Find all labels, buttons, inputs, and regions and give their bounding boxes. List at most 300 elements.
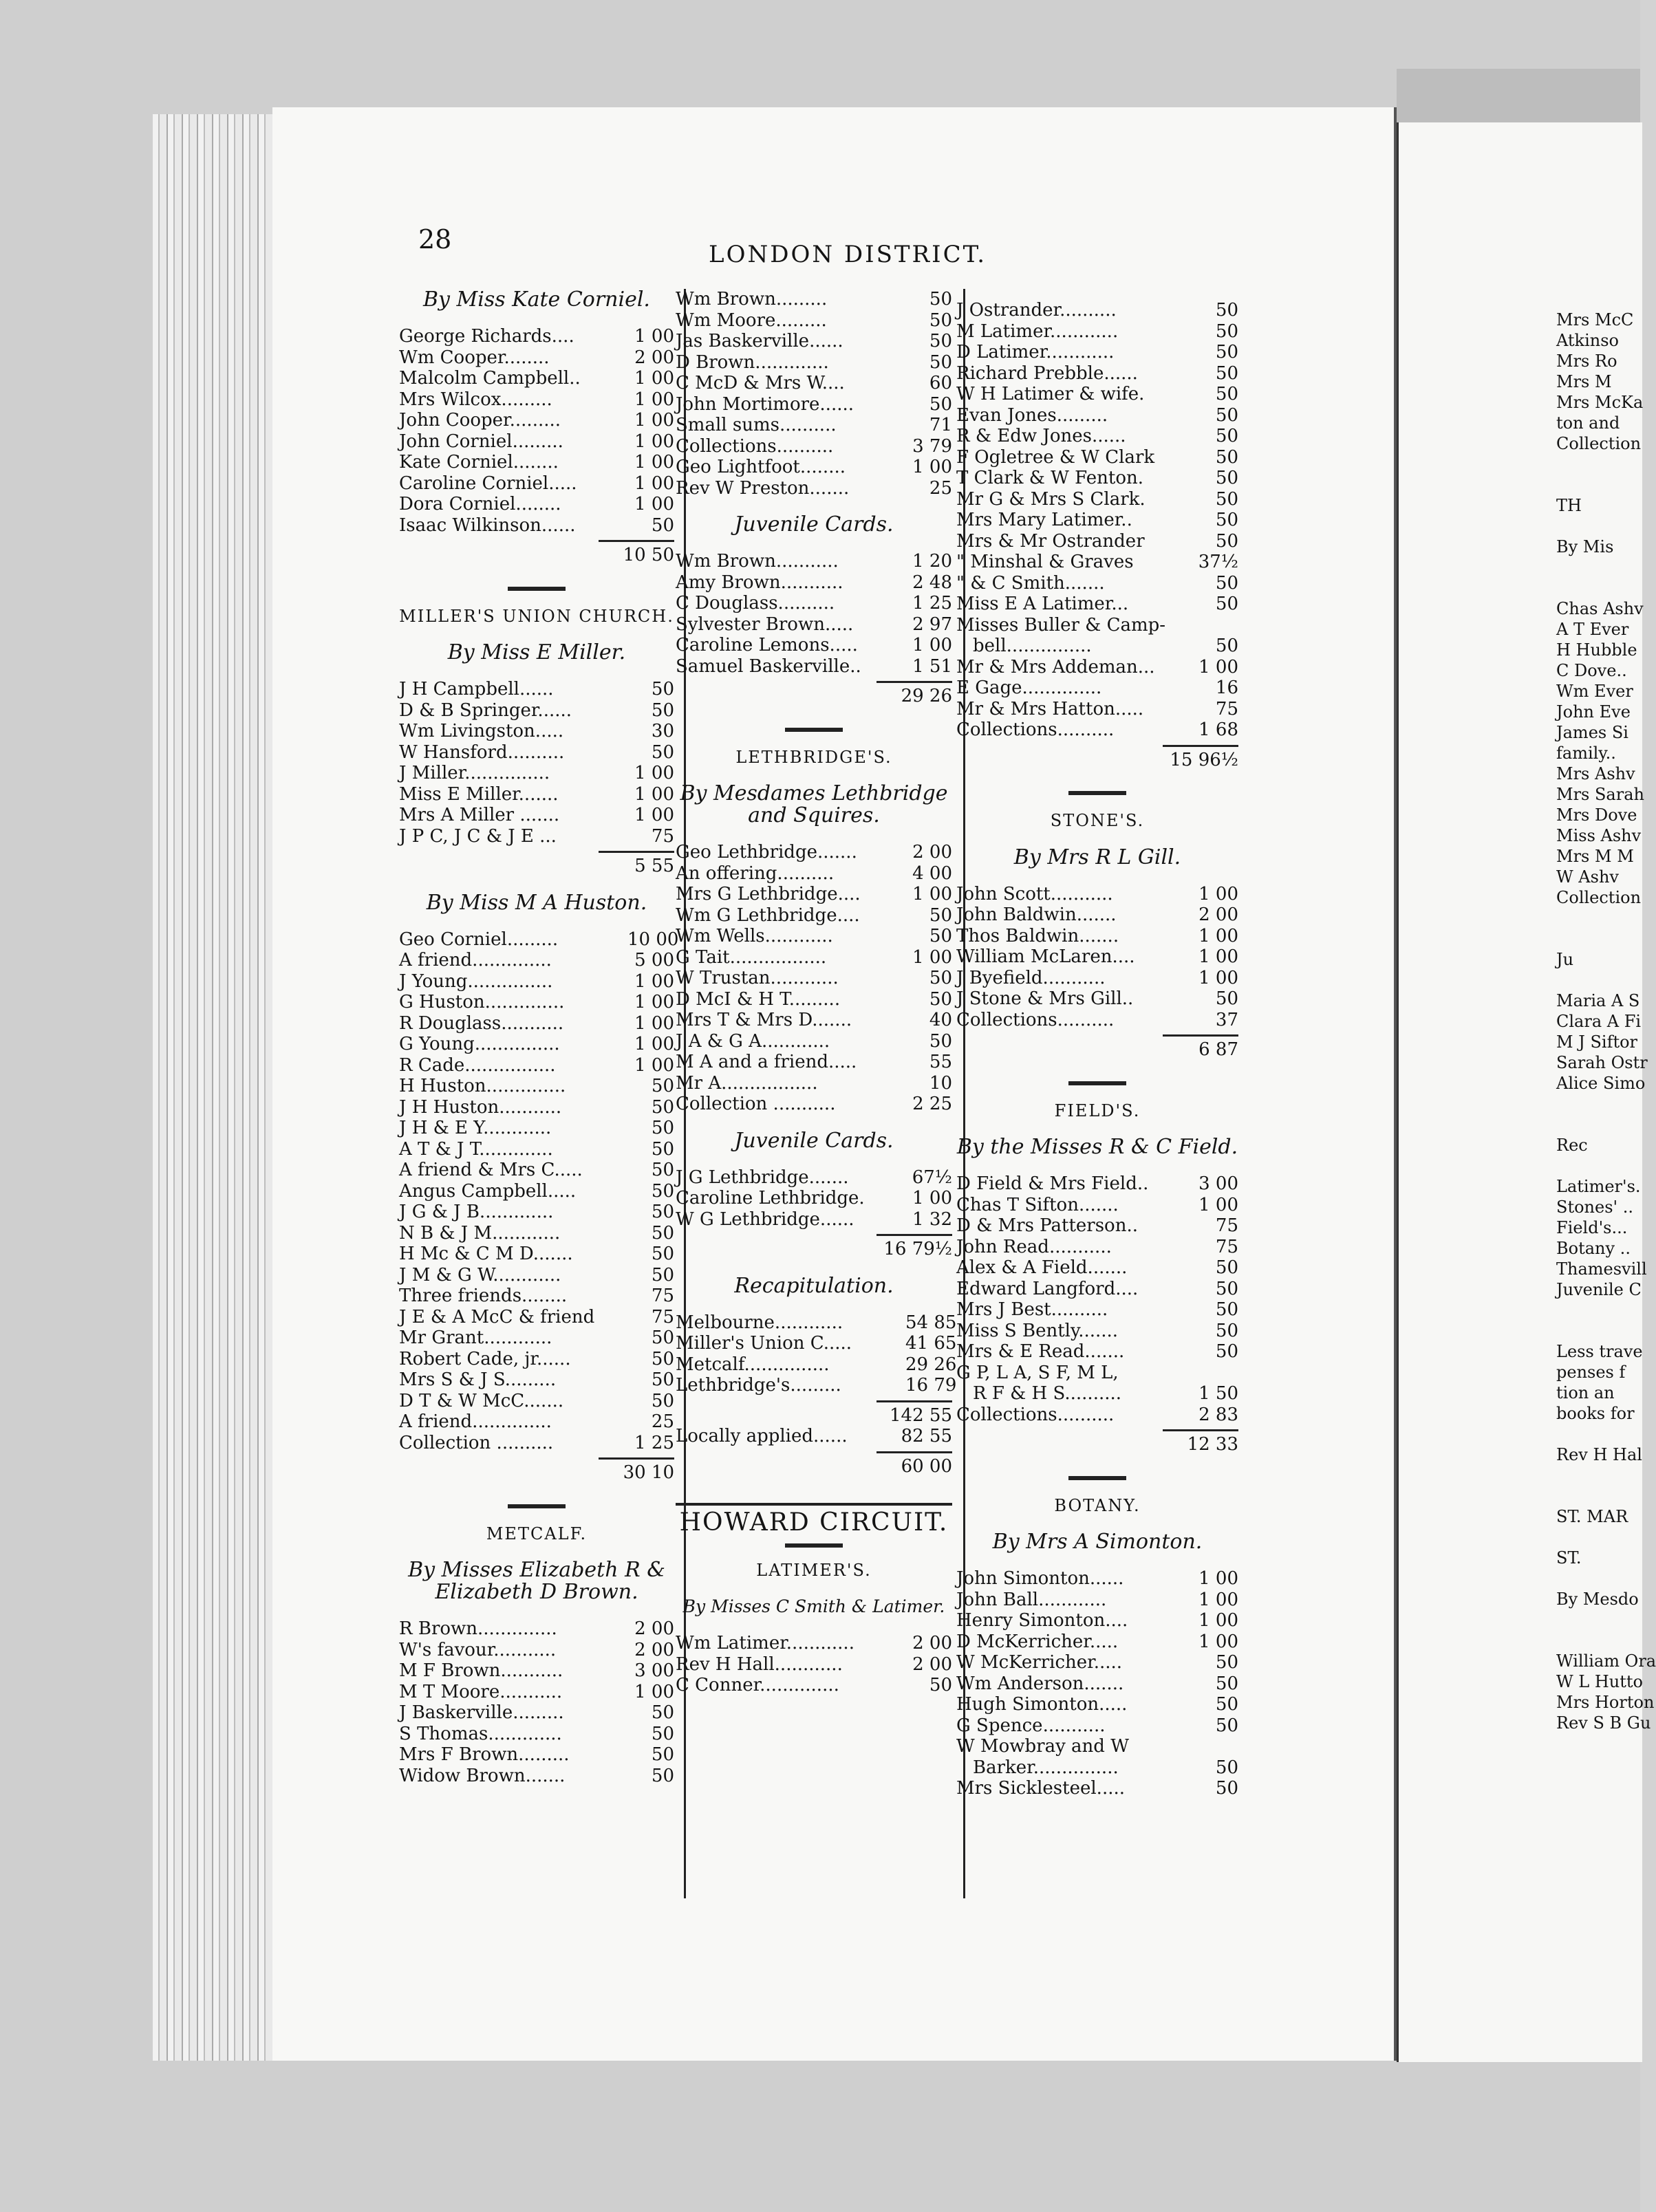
ledger-row (956, 321, 1238, 343)
facing-line: William Ora (1556, 1651, 1656, 1671)
facing-line: Stones' .. (1556, 1197, 1633, 1217)
ledger-row (676, 1073, 952, 1094)
recap-total: 60 00 (676, 1447, 952, 1477)
amount: 10 (929, 1072, 952, 1094)
running-head: LONDON DISTRICT. (709, 241, 987, 268)
ledger-row (399, 971, 674, 993)
recap-sum: 142 55 (676, 1396, 952, 1427)
contributor-name: S Thomas............. (399, 1723, 562, 1744)
contributor-name: Mr G & Mrs S Clark. (956, 488, 1146, 510)
ledger-row (676, 1333, 957, 1354)
ledger-row (399, 721, 674, 742)
section-dash (1068, 791, 1126, 795)
amount: 75 (1215, 698, 1238, 719)
amount: 67½ (912, 1167, 952, 1188)
contributor-name: A friend & Mrs C..... (399, 1160, 583, 1180)
facing-line (1556, 1424, 1632, 1444)
amount: 1 00 (634, 452, 674, 473)
ledger-row (399, 410, 674, 431)
amount: 2 97 (912, 614, 952, 635)
ledger-row (956, 1590, 1238, 1611)
ledger-row (676, 478, 952, 499)
ledger-row (956, 1673, 1238, 1695)
contributor-name: Caroline Corniel..... (399, 473, 577, 494)
contributor-name: H Huston.............. (399, 1076, 566, 1096)
contributor-name: Miss E Miller....... (399, 783, 559, 805)
ledger-row (956, 1257, 1238, 1279)
amount: 50 (651, 1160, 674, 1180)
contributor-name: D Latimer............ (956, 342, 1115, 362)
amount: 29 26 (905, 1354, 957, 1375)
ledger-row (676, 1375, 957, 1396)
ledger-row (956, 405, 1238, 426)
amount: 41 65 (905, 1333, 957, 1354)
church-heading: MILLER'S UNION CHURCH. (399, 606, 674, 626)
collector-heading: By the Misses R & C Field. (956, 1135, 1238, 1159)
ledger-row (956, 573, 1238, 594)
amount: 1 00 (634, 1034, 674, 1054)
column-1 (399, 288, 679, 1786)
contributor-name: Malcolm Campbell.. (399, 368, 581, 389)
amount: 1 00 (912, 1188, 952, 1208)
facing-line: Mrs McC (1556, 310, 1634, 329)
amount: 1 51 (912, 655, 952, 677)
contributor-name: G Young............... (399, 1034, 560, 1054)
ledger-row (676, 968, 952, 989)
ledger-row (956, 1631, 1238, 1653)
amount: 1 25 (634, 1432, 674, 1453)
amount: 1 00 (634, 494, 674, 514)
contributor-name: W Hansford.......... (399, 741, 565, 763)
amount: 60 (929, 373, 952, 393)
ledger-row (676, 352, 952, 373)
amount: 50 (651, 1744, 674, 1765)
ledger-row (399, 763, 674, 784)
amount: 50 (929, 988, 952, 1010)
ledger-row (676, 614, 952, 636)
ledger-row (956, 1173, 1238, 1195)
ledger-row (399, 389, 674, 411)
ledger-row (399, 1307, 674, 1328)
amount: 50 (651, 679, 674, 700)
facing-line: James Si (1556, 723, 1628, 742)
contributor-name: J H Huston........... (399, 1096, 562, 1118)
facing-line: Maria A S (1556, 991, 1640, 1010)
amount: 50 (1215, 594, 1238, 614)
amount: 50 (651, 1222, 674, 1244)
section-dash (508, 587, 566, 591)
contributor-name: Wm Livingston..... (399, 721, 564, 741)
ledger-row (399, 1724, 674, 1745)
facing-line: Rec (1556, 1136, 1588, 1155)
facing-line: tion an (1556, 1383, 1615, 1402)
ledger-row (956, 677, 1238, 699)
facing-line (1556, 578, 1632, 598)
facing-line: By Mesdo (1556, 1590, 1639, 1609)
facing-line (1556, 1568, 1632, 1589)
ledger-row (399, 679, 674, 700)
amount: 1 00 (634, 805, 674, 825)
facing-line: C Dove.. (1556, 661, 1627, 680)
church-heading: FIELD'S. (1054, 1100, 1141, 1120)
contributor-name: Caroline Lemons..... (676, 635, 858, 655)
ledger-row (956, 447, 1238, 468)
amount: 37 (1215, 1009, 1238, 1030)
amount: 2 00 (912, 1653, 952, 1675)
ledger-row (676, 1188, 952, 1209)
amount: 50 (1215, 1257, 1238, 1278)
contributor-name: Mrs A Miller ....... (399, 805, 560, 825)
subscription-list (676, 1633, 952, 1696)
collector-heading: By Miss M A Huston. (426, 890, 647, 915)
contributor-name: Mr Grant............ (399, 1327, 552, 1348)
ledger-row (399, 1702, 674, 1724)
amount: 1 00 (634, 783, 674, 805)
church-heading: METCALF. (486, 1524, 588, 1543)
facing-line: Mrs McKa (1556, 393, 1644, 412)
contributor-name: John Ball............ (956, 1589, 1107, 1610)
amount: 55 (929, 1052, 952, 1072)
contributor-name: H Mc & C M D....... (399, 1244, 573, 1264)
ledger-row (399, 742, 674, 763)
contributor-name: John Corniel......... (399, 431, 563, 452)
amount: 50 (1215, 1778, 1238, 1799)
amount: 1 20 (912, 551, 952, 572)
facing-line: Atkinso (1556, 331, 1619, 350)
ledger-row (399, 826, 674, 847)
recapitulation-list (676, 1312, 957, 1396)
amount: 1 00 (1198, 656, 1238, 677)
subscription-list (676, 842, 952, 1115)
amount: 50 (1215, 1652, 1238, 1673)
contributor-name: J A & G A............ (676, 1030, 830, 1052)
ledger-row (399, 1118, 674, 1139)
contributor-name: Geo Corniel......... (399, 929, 559, 950)
ledger-row (399, 1327, 674, 1349)
facing-line: Mrs M M (1556, 847, 1634, 866)
amount: 1 32 (912, 1208, 952, 1230)
contributor-name: Wm G Lethbridge.... (676, 904, 860, 926)
facing-line (1556, 1156, 1632, 1176)
ledger-row (399, 1286, 674, 1307)
amount: 50 (1215, 1320, 1238, 1341)
ledger-row (399, 1265, 674, 1286)
contributor-name: " & C Smith....... (956, 572, 1105, 594)
amount: 50 (1215, 300, 1238, 321)
contributor-name: Angus Campbell..... (399, 1180, 577, 1202)
ledger-row (399, 1391, 674, 1412)
amount: 1 00 (1198, 883, 1238, 904)
contributor-name: M A and a friend..... (676, 1052, 857, 1072)
subscription-list (399, 326, 674, 536)
ledger-row (956, 1363, 1238, 1384)
amount: 50 (1215, 636, 1238, 656)
contributor-name: Mrs J Best.......... (956, 1299, 1108, 1320)
ledger-row (956, 489, 1238, 510)
amount: 37½ (1198, 552, 1238, 572)
contributor-name: Misses Buller & Camp- (956, 614, 1166, 636)
amount (1192, 615, 1238, 636)
ledger-row (399, 805, 674, 826)
amount: 10 00 (627, 929, 679, 950)
contributor-name: Hugh Simonton..... (956, 1694, 1128, 1715)
contributor-name: Chas T Sifton....... (956, 1194, 1119, 1215)
contributor-name: W's favour........... (399, 1639, 557, 1660)
contributor-name: D T & W McC....... (399, 1390, 564, 1411)
facing-line: Sarah Ostr (1556, 1053, 1648, 1072)
contributor-name: Lethbridge's......... (676, 1375, 841, 1396)
ledger-row (399, 1744, 674, 1766)
ledger-row (399, 1076, 674, 1097)
amount: 50 (929, 1030, 952, 1052)
contributor-name: Mr & Mrs Addeman... (956, 656, 1155, 677)
ledger-row (399, 326, 674, 347)
ledger-row (399, 950, 674, 971)
contributor-name: Mrs G Lethbridge.... (676, 884, 861, 904)
amount: 50 (651, 1076, 674, 1096)
contributor-name: R Douglass........... (399, 1012, 564, 1034)
facing-line: Clara A Fi (1556, 1012, 1642, 1031)
ledger-row (399, 1369, 674, 1391)
contributor-name: Isaac Wilkinson...... (399, 514, 576, 536)
ledger-row (399, 1139, 674, 1160)
facing-line: By Mis (1556, 537, 1614, 556)
contributor-name: Wm Brown........... (676, 551, 839, 572)
ledger-row (956, 926, 1238, 947)
contributor-name: Collections.......... (956, 719, 1115, 740)
ledger-row (956, 552, 1238, 573)
amount: 16 (1215, 677, 1238, 698)
contributor-name: Collection .......... (399, 1432, 554, 1453)
amount: 50 (1215, 321, 1238, 342)
facing-line (1556, 1630, 1632, 1651)
contributor-name: R Cade................ (399, 1054, 556, 1076)
amount: 2 00 (1198, 904, 1238, 925)
ledger-row (399, 1618, 674, 1640)
collector-heading: By Misses C Smith & Latimer. (682, 1596, 945, 1616)
ledger-row (399, 1660, 674, 1682)
contributor-name: J G & J B............. (399, 1202, 554, 1222)
amount: 25 (929, 477, 952, 499)
contributor-name: Wm Anderson....... (956, 1673, 1124, 1694)
contributor-name: Widow Brown....... (399, 1765, 566, 1786)
ledger-row (676, 551, 952, 572)
facing-line: Ju (1556, 950, 1574, 969)
amount: 71 (929, 415, 952, 435)
contributor-name: J Ostrander.......... (956, 300, 1117, 321)
section-dash (785, 728, 843, 732)
facing-line: Mrs Horton (1556, 1693, 1655, 1712)
contributor-name: Miller's Union C..... (676, 1333, 852, 1354)
ledger-row (676, 436, 952, 457)
amount: 50 (1215, 362, 1238, 384)
amount: 1 00 (912, 635, 952, 655)
ledger-row (676, 884, 952, 905)
page-stack-edges (153, 114, 274, 2061)
amount: 30 (651, 721, 674, 741)
ledger-row (956, 1321, 1238, 1342)
contributor-name: A friend.............. (399, 950, 552, 971)
facing-line: penses f (1556, 1363, 1626, 1382)
contributor-name: Mrs Mary Latimer.. (956, 510, 1132, 530)
amount: 50 (651, 1348, 674, 1369)
ledger-row (676, 1633, 952, 1654)
contributor-name: Mrs & Mr Ostrander (956, 530, 1145, 552)
facing-line (1556, 1486, 1632, 1506)
contributor-name: Melbourne............ (676, 1312, 843, 1333)
collector-heading: By Miss Kate Corniel. (423, 288, 650, 312)
ledger-row (399, 1055, 674, 1076)
ledger-row (676, 1052, 952, 1073)
amount: 50 (651, 1369, 674, 1390)
collector-heading: Juvenile Cards. (734, 1128, 894, 1153)
ledger-row (956, 1299, 1238, 1321)
amount: 50 (651, 1118, 674, 1138)
amount: 1 00 (634, 368, 674, 389)
facing-line: Mrs M (1556, 372, 1612, 391)
ledger-row (956, 699, 1238, 720)
contributor-name: Caroline Lethbridge. (676, 1188, 865, 1208)
contributor-name: Mrs Sicklesteel..... (956, 1778, 1126, 1799)
ledger-row (956, 426, 1238, 447)
contributor-name: Three friends........ (399, 1286, 568, 1306)
amount: 50 (929, 331, 952, 351)
contributor-name: C Douglass.......... (676, 593, 835, 614)
facing-line (1556, 1114, 1632, 1135)
ledger-row (956, 1694, 1238, 1715)
contributor-name: John Cooper......... (399, 410, 561, 431)
subtotal: 16 79½ (676, 1230, 952, 1260)
amount: 1 00 (1198, 1610, 1238, 1631)
amount: 1 00 (1198, 1194, 1238, 1215)
collector-heading: By Miss E Miller. (447, 640, 626, 664)
ledger-row (676, 926, 952, 947)
contributor-name: J G Lethbridge....... (676, 1167, 849, 1188)
contributor-name: Robert Cade, jr...... (399, 1348, 571, 1369)
contributor-name: George Richards.... (399, 326, 574, 347)
ledger-row (676, 1167, 952, 1189)
facing-line: Collection (1556, 888, 1642, 907)
amount: 50 (651, 1765, 674, 1786)
page-number: 28 (418, 224, 452, 254)
amount: 50 (651, 1244, 674, 1264)
facing-line (1556, 454, 1632, 475)
amount: 1 00 (634, 971, 674, 992)
contributor-name: Mrs Wilcox......... (399, 389, 552, 410)
contributor-name: J Byefield........... (956, 967, 1106, 988)
subtotal: 10 50 (399, 536, 674, 566)
facing-line: Alice Simo (1556, 1074, 1646, 1093)
ledger-row (956, 384, 1238, 405)
facing-line: Less trave (1556, 1342, 1643, 1361)
facing-line: Latimer's. (1556, 1177, 1641, 1196)
ledger-row (676, 656, 952, 677)
facing-line (1556, 929, 1632, 949)
ledger-row (956, 1568, 1238, 1590)
contributor-name: Wm Brown......... (676, 289, 828, 310)
contributor-name: J P C, J C & J E ... (399, 825, 557, 847)
ledger-row (956, 1279, 1238, 1300)
contributor-name: R F & H S.......... (973, 1383, 1122, 1404)
ledger-row (676, 863, 952, 885)
contributor-name: Collections.......... (956, 1009, 1115, 1030)
contributor-name: G Tait................. (676, 946, 827, 968)
amount: 50 (1215, 1278, 1238, 1299)
facing-line: Wm Ever (1556, 682, 1633, 701)
contributor-name: G P, L A, S F, M L, (956, 1362, 1119, 1383)
ledger-row (399, 347, 674, 369)
contributor-name: Richard Prebble...... (956, 362, 1138, 384)
contributor-name: D Field & Mrs Field.. (956, 1173, 1149, 1194)
contributor-name: Wm Cooper........ (399, 347, 550, 368)
ledger-row (399, 1244, 674, 1265)
amount: 1 00 (912, 457, 952, 477)
contributor-name: D Brown............. (676, 351, 829, 373)
ledger-row (956, 968, 1238, 989)
ledger-row (676, 457, 952, 478)
ledger-row (399, 1640, 674, 1661)
ledger-row (956, 1757, 1238, 1779)
facing-line: Field's... (1556, 1218, 1628, 1237)
facing-line: Chas Ashv (1556, 599, 1644, 618)
contributor-name: Rev W Preston....... (676, 477, 850, 499)
amount: 2 00 (912, 842, 952, 863)
collector-heading: By Mrs R L Gill. (1013, 845, 1181, 869)
ledger-row (676, 1354, 957, 1376)
amount: 50 (651, 1390, 674, 1411)
contributor-name: Mrs & E Read....... (956, 1341, 1125, 1362)
subtotal: 5 55 (399, 847, 674, 877)
amount: 50 (1215, 988, 1238, 1009)
facing-line: Mrs Ro (1556, 351, 1617, 371)
facing-line: Mrs Sarah (1556, 785, 1644, 804)
facing-line: M J Siftor (1556, 1032, 1638, 1052)
subscription-list (676, 1167, 952, 1230)
ledger-row (956, 1215, 1238, 1237)
ledger-row (956, 1341, 1238, 1363)
contributor-name: D McI & H T......... (676, 988, 841, 1010)
ledger-row (676, 1312, 957, 1334)
subtotal: 6 87 (956, 1030, 1238, 1061)
facing-line (1556, 516, 1632, 536)
contributor-name: W McKerricher..... (956, 1652, 1123, 1673)
contributor-name: W G Lethbridge...... (676, 1208, 854, 1230)
contributor-name: Mrs F Brown......... (399, 1744, 570, 1765)
amount: 1 50 (1198, 1383, 1238, 1404)
amount: 2 25 (912, 1094, 952, 1114)
contributor-name: A T & J T............. (399, 1138, 553, 1160)
ledger-row (956, 1383, 1238, 1405)
ledger-row (676, 1010, 952, 1031)
recapitulation-heading: Recapitulation. (734, 1273, 894, 1298)
contributor-name: Sylvester Brown..... (676, 614, 854, 635)
ledger-row (399, 431, 674, 453)
ledger-row (399, 452, 674, 473)
church-heading: STONE'S. (1050, 811, 1145, 830)
facing-line: family.. (1556, 744, 1616, 763)
church-heading: LETHBRIDGE'S. (735, 747, 892, 767)
contributor-name: Wm Wells............ (676, 926, 833, 946)
amount: 50 (1215, 510, 1238, 530)
subscription-list (956, 300, 1238, 741)
facing-line (1556, 557, 1632, 578)
section-dash (1068, 1476, 1126, 1480)
ledger-row (956, 1010, 1238, 1031)
amount: 1 00 (1198, 946, 1238, 967)
ledger-row (676, 289, 952, 310)
facing-line: Mrs Ashv (1556, 764, 1635, 783)
contributor-name: J E & A McC & friend (399, 1306, 595, 1327)
